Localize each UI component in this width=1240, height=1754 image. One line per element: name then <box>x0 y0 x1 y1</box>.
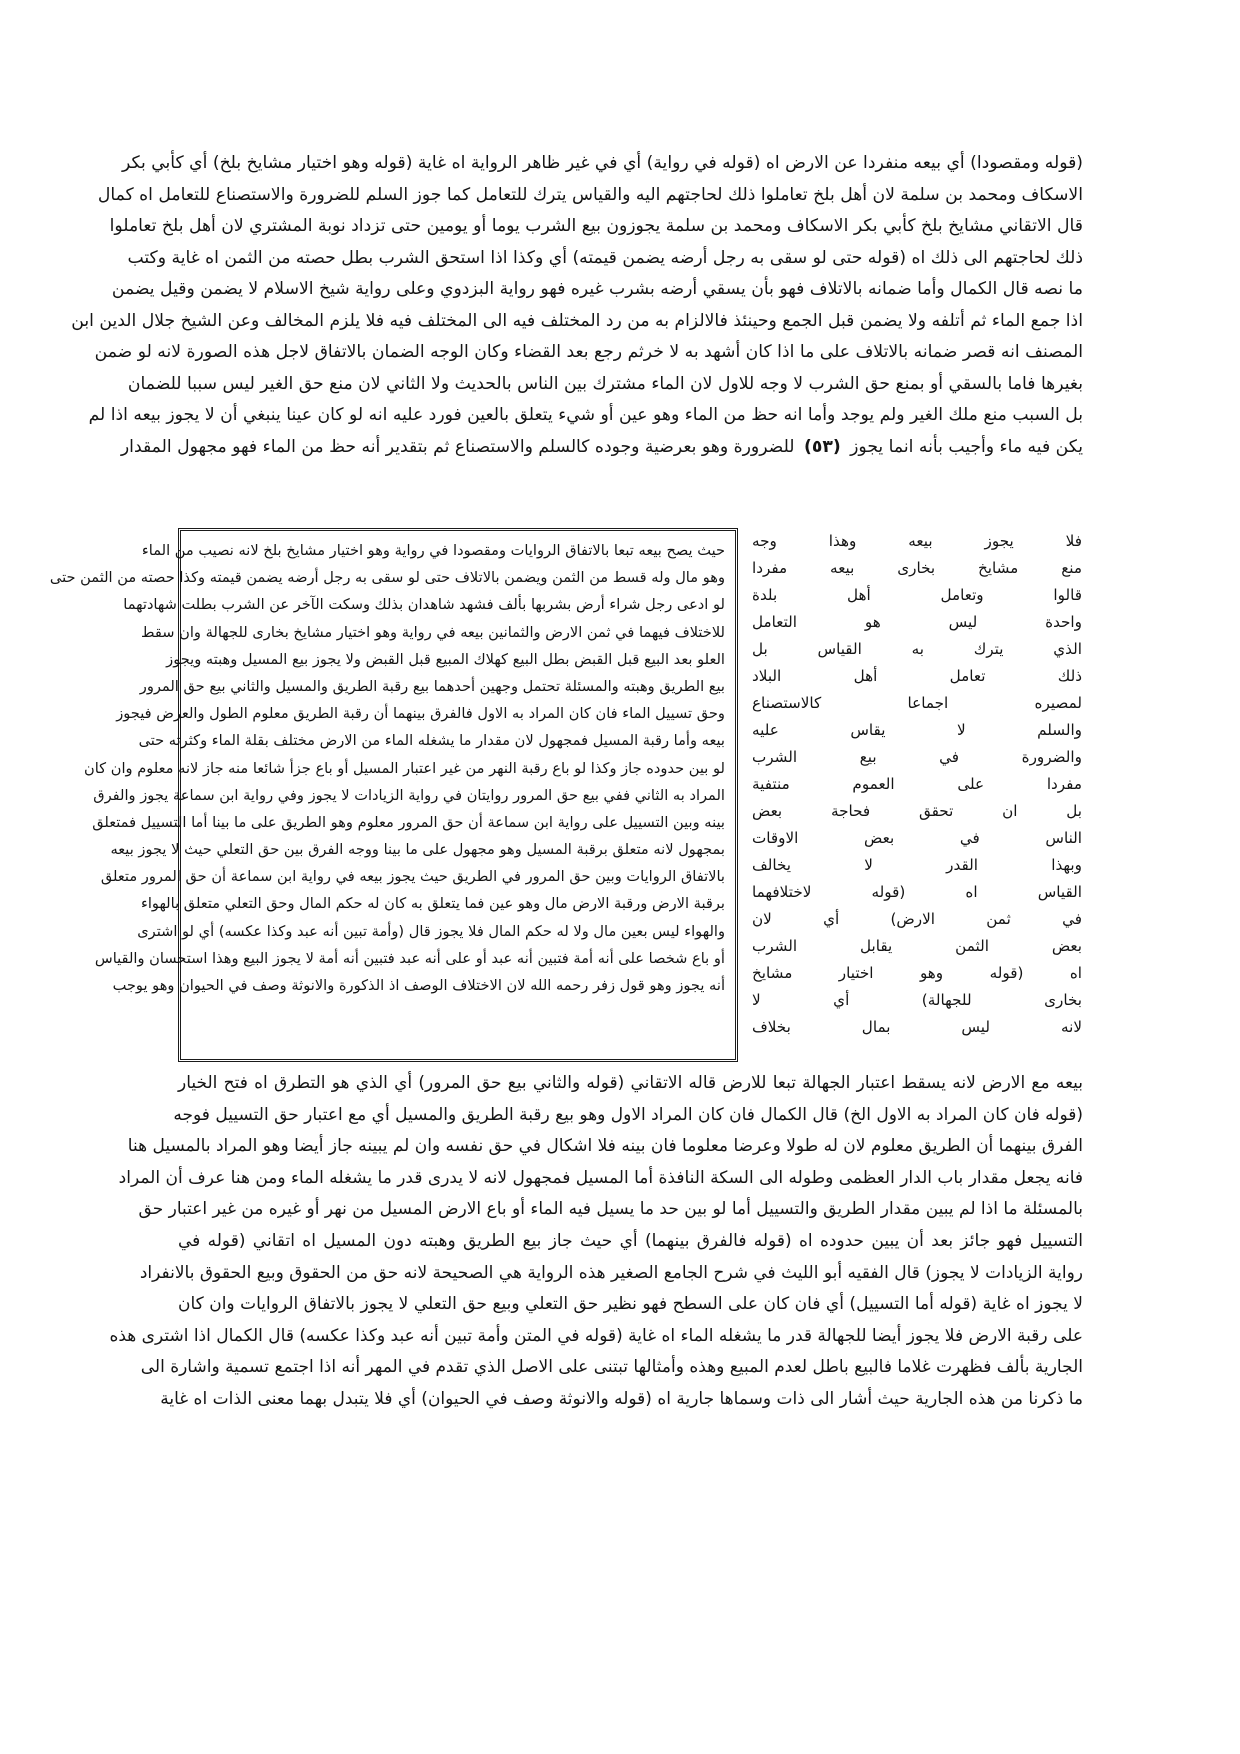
side-commentary-line: بل ان تحقق فحاجة بعض <box>752 802 1082 820</box>
side-commentary-line: فلا يجوز بيعه وهذا وجه <box>752 532 1082 550</box>
top-commentary-line-segment: للضرورة وهو بعرضية وجوده كالسلم والاستصناع ثم بتقدير أنه حظ من الماء فهو مجهول المقدار <box>120 436 800 457</box>
side-commentary-line: اه (قوله وهو اختيار مشايخ <box>752 964 1082 982</box>
main-text-line: لو ادعى رجل شراء أرض بشربها بألف فشهد شاهدان بذلك وسكت الآخر عن الشرب بطلت شهادتهما <box>123 596 725 614</box>
main-text-line: بيع الطريق وهبته والمسئلة تحتمل وجهين أحدهما بيع رقبة الطريق والمسيل والثاني بيع حق المرور <box>139 677 725 695</box>
side-commentary-line: قالوا وتعامل أهل بلدة <box>752 586 1082 604</box>
side-commentary-line: منع مشايخ بخارى بيعه مفردا <box>752 559 1082 577</box>
side-commentary-line: الذي يترك به القياس بل <box>752 640 1082 658</box>
main-text-line: حيث يصح بيعه تبعا بالاتفاق الروايات ومقصودا في رواية وهو اختيار مشايخ بلخ لانه نصيب من الماء <box>141 542 725 559</box>
side-commentary-line: بعض الثمن يقابل الشرب <box>752 937 1082 955</box>
top-commentary-line: بل السبب منع ملك الغير ولم يوجد وأما انه حظ من الماء وهو عين أو شيء يتعلق بالعين فورد عليه انه لو كان عينا ينبغي أن لا يجوز بيعه اذا لم <box>88 405 1083 425</box>
main-text-line: وهو مال وله قسط من الثمن ويضمن بالاتلاف حتى لو سقى به رجل أرضه يضمن قيمته وكذا حصته من الثمن حتى <box>49 569 725 587</box>
top-commentary <box>71 148 1083 526</box>
bottom-commentary-line: بالمسئلة ما اذا لم يبين مقدار الطريق والتسييل أما لو بين حد ما يسيل فيه الماء أو باع الارض المسيل من نهر أو غيره من غير اعتبار حق <box>138 1199 1083 1220</box>
bottom-commentary-line: بيعه مع الارض لانه يسقط اعتبار الجهالة تبعا للارض قاله الاتقاني (قوله والثاني بيع حق المرور) أي الذي هو التطرق اه فتح الخيار <box>178 1073 1083 1093</box>
page-number: (٥٣) <box>803 436 841 457</box>
main-text-line: للاختلاف فيهما في ثمن الارض والثمانين بيعه في رواية وهو اختيار مشايخ بخارى للجهالة وان سقط <box>141 623 725 641</box>
bottom-commentary-line: على رقبة الارض فلا يجوز أيضا للجهالة قدر ما يشغله الماء اه غاية (قوله في المتن وأمة تبين أنه عبد وكذا عكسه) قال الكمال اذا اشترى هذه <box>109 1325 1083 1346</box>
side-commentary-line: ذلك تعامل أهل البلاد <box>752 667 1082 685</box>
side-commentary-line: بخارى للجهالة) أي لا <box>752 991 1082 1009</box>
side-commentary <box>752 528 1082 1062</box>
top-commentary-line: (قوله ومقصودا) أي بيعه منفردا عن الارض اه (قوله في رواية) أي في غير ظاهر الرواية اه غاية (قوله وهو اختيار مشايخ بلخ) أي كأبي بكر <box>121 153 1083 173</box>
main-text-box <box>49 528 738 1062</box>
bottom-commentary-line: (قوله فان كان المراد به الاول الخ) قال الكمال فان كان المراد الاول وهو بيع رقبة الطريق والمسيل أي مع اعتبار حق التسييل فوجه <box>173 1104 1083 1125</box>
bottom-commentary-line: رواية الزيادات لا يجوز) قال الفقيه أبو الليث في شرح الجامع الصغير هذه الرواية هي الصحيحة لانه حق من الحقوق وبيع الحقوق بالانفراد <box>139 1262 1083 1283</box>
side-commentary-line: الناس في بعض الاوقات <box>752 829 1082 847</box>
top-commentary-line: اذا جمع الماء ثم أتلفه ولا يضمن قبل الجمع وحينئذ فالالزام به من رد المختلف فيه الى المختلف فيه فلا يلزم المخالف وعن الشيخ جلال الدين ابن <box>71 310 1083 331</box>
side-commentary-line: والضرورة في بيع الشرب <box>752 748 1082 766</box>
bottom-commentary-line: التسييل فهو جائز بعد أن يبين حدوده اه (قوله فالفرق بينهما) أي حيث جاز بيع الطريق وهبته دون المسيل اه اتقاني (قوله في <box>178 1230 1083 1251</box>
main-text-line: برقبة الارض ورقبة الارض مال وهو عين فما يتعلق به كان له حكم المال وحق التعلي متعلق بالهواء <box>141 895 725 913</box>
main-text-line: بالاتفاق الروايات وبين حق المرور في الطريق حيث يجوز بيعه في رواية ابن سماعة أن حق المرور متعلق <box>100 868 725 886</box>
main-text-line: بمجهول لانه متعلق برقبة المسيل وهو مجهول على ما بينا ووجه الفرق بين حق التعلي حيث لا يجوز بيعه <box>110 841 725 859</box>
main-text-line: أو باع شخصا على أنه أمة فتبين أنه عبد أو على أنه عبد فتبين أنه أمة لا يجوز البيع وهذا استحسان والقياس <box>94 949 725 967</box>
top-commentary-line: بغيرها فاما بالسقي أو بمنع حق الشرب لا وجه للاول لان الماء مشترك بين الناس بالحديث ولا الثاني لان منع حق الغير ليس سببا للضمان <box>127 373 1083 394</box>
side-commentary-line: وبهذا القدر لا يخالف <box>752 856 1082 874</box>
top-commentary-line: الاسكاف ومحمد بن سلمة لان أهل بلخ تعاملوا ذلك لحاجتهم اليه والقياس يترك للتعامل كما جوز السلم للضرورة والاستصناع للتعامل اه كمال <box>97 184 1083 205</box>
top-commentary-line: ذلك لحاجتهم الى ذلك اه (قوله حتى لو سقى به رجل أرضه يضمن قيمته) أي وكذا اذا استحق الشرب بطل حصته من الثمن اه غاية وكتب <box>127 247 1083 268</box>
side-commentary-line: والسلم لا يقاس عليه <box>752 721 1082 739</box>
main-text-line: العلو بعد البيع قبل القبض بطل البيع كهلاك المبيع قبل القبض ولا يجوز بيع المسيل وهبته ويجوز <box>166 650 725 668</box>
top-commentary-line: ما نصه قال الكمال وأما ضمانه بالاتلاف فهو بأن يسقي أرضه بشرب غيره فهو رواية البزدوي وعلى رواية شيخ الاسلام لا يضمن وقيل يضمن <box>111 279 1083 299</box>
main-text-line: بينه وبين التسييل على رواية ابن سماعة أن حق المرور معلوم وهو الطريق على ما بينا أما التسييل فمتعلق <box>92 813 725 831</box>
top-commentary-line: قال الاتقاني مشايخ بلخ كأبي بكر الاسكاف ومحمد بن سلمة يجوزون بيع الشرب يوما أو يومين حتى تزداد نوبة المشتري لان أهل بلخ تعاملوا <box>109 216 1083 236</box>
top-commentary-line-segment: يكن فيه ماء وأجيب بأنه انما يجوز <box>844 436 1083 457</box>
top-commentary-line <box>120 432 1083 464</box>
bottom-commentary-line: ما ذكرنا من هذه الجارية حيث أشار الى ذات وسماها جارية اه (قوله والانوثة وصف في الحيوان) أي فلا يتبدل بهما معنى الذات اه غاية <box>160 1388 1083 1409</box>
bottom-commentary-line: الفرق بينهما أن الطريق معلوم لان له طولا وعرضا معلوما فان بينه فلا اشكال في حق نفسه وان لم يبينه جاز أيضا وهو المراد بالمسيل هنا <box>127 1136 1083 1157</box>
top-commentary-line: المصنف انه قصر ضمانه بالاتلاف على ما اذا كان أشهد به لا خرثم رجع بعد القضاء وكان الوجه الضمان بالاتفاق لاجل هذه الصورة لانه لو ضمن <box>94 342 1083 362</box>
bottom-commentary-line: لا يجوز اه غاية (قوله أما التسييل) أي فان كان على السطح فهو نظير حق التعلي وبيع حق التعلي لا يجوز بالاتفاق الروايات وان كان <box>178 1294 1083 1315</box>
bottom-commentary <box>109 1068 1083 1488</box>
side-commentary-line: واحدة ليس هو التعامل <box>752 613 1082 631</box>
main-text-line: والهواء ليس بعين مال ولا له حكم المال فلا يجوز قال (وأمة تبين أنه عبد وكذا عكسه) أي لو اشترى <box>137 922 725 940</box>
side-commentary-line: مفردا على العموم منتفية <box>752 775 1082 793</box>
main-text-line: أنه يجوز وهو قول زفر رحمه الله لان الاختلاف الوصف اذ الذكورة والانوثة وصف في الحيوان وهو يوجب <box>112 977 725 994</box>
main-text-line: المراد به الثاني ففي بيع حق المرور روايتان في رواية الزيادات لا يجوز وفي رواية ابن سماعة يجوز والفرق <box>93 786 725 804</box>
bottom-commentary-line: الجارية بألف فظهرت غلاما فالبيع باطل لعدم المبيع وهذه وأمثالها تبتنى على الاصل الذي تقدم في المهر أنه اذا اجتمع تسمية واشارة الى <box>140 1357 1083 1378</box>
main-text-line: وحق تسييل الماء فان كان المراد به الاول فالفرق بينهما أن رقبة الطريق معلوم الطول والعرض فيجوز <box>116 705 725 723</box>
bottom-commentary-line: فانه يجعل مقدار باب الدار العظمى وطوله الى السكة النافذة أما المسيل فمجهول لانه لا يدرى قدر ما يشغله الماء ومن هنا عرف أن المراد <box>118 1167 1083 1188</box>
side-commentary-line: لانه ليس بمال بخلاف <box>752 1018 1082 1036</box>
side-commentary-line: في ثمن الارض) أي لان <box>752 910 1082 928</box>
side-commentary-line: لمصيره اجماعا كالاستصناع <box>752 694 1082 712</box>
main-text-line: لو بين حدوده جاز وكذا لو باع رقبة النهر من غير اعتبار المسيل أو باع جزأ شائعا منه جاز لانه معلوم وان كان <box>84 759 725 777</box>
side-commentary-line: القياس اه (قوله لاختلافهما <box>752 883 1082 901</box>
main-text-line: بيعه وأما رقبة المسيل فمجهول لان مقدار ما يشغله الماء من الارض مختلف بقلة الماء وكثرته حتى <box>138 732 725 750</box>
